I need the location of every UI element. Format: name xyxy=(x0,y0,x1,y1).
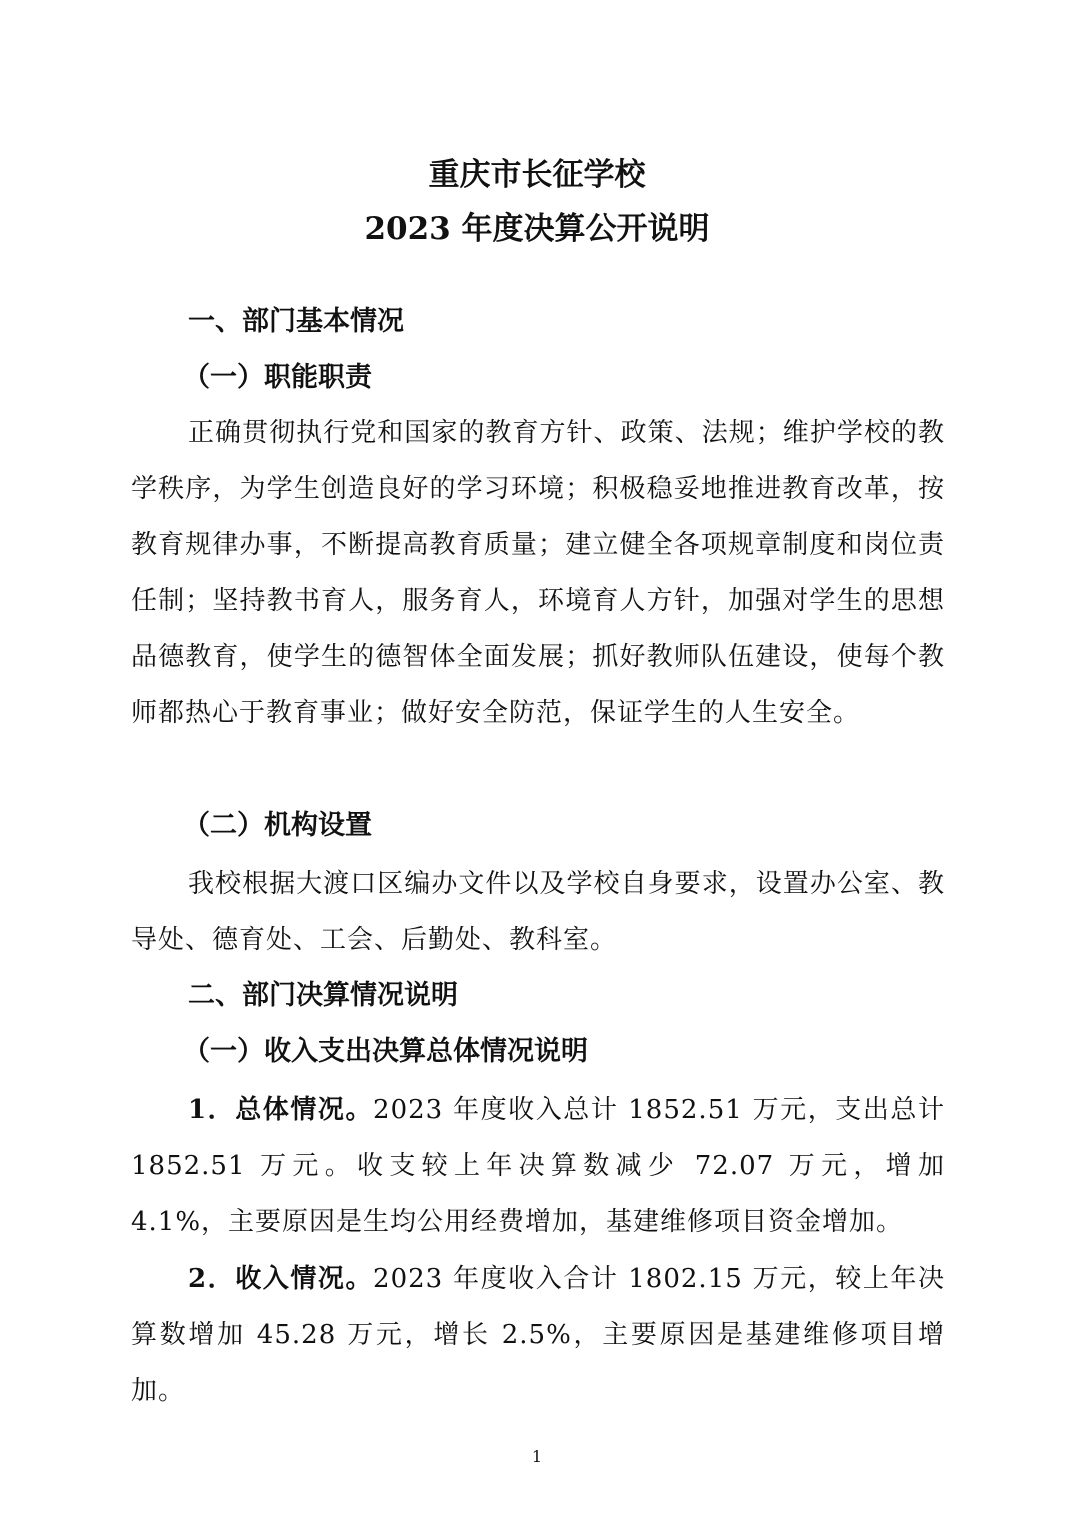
document-title: 重庆市长征学校 xyxy=(428,157,646,193)
section-heading-budget: 二、部门决算情况说明 xyxy=(188,980,458,1011)
duties-paragraph: 正确贯彻执行党和国家的教育方针、政策、法规；维护学校的教学秩序，为学生创造良好的学习环境；积极稳妥地推进教育改革，按教育规律办事，不断提高教育质量；建立健全各项规章制度和岗位责任制；坚持教书育人，服务育人，环境育人方针，加强对学生的思想品德教育，使学生的德智体全面发展；抓好教师队伍建设，使每个教师都热心于教育事业；做好安全防范，保证学生的人生安全。 xyxy=(131,418,945,728)
page-number: 1 xyxy=(531,1447,543,1466)
subsection-heading-income-expense: （一）收入支出决算总体情况说明 xyxy=(183,1036,588,1067)
overall-text: 2023 年度收入总计 1852.51 万元，支出总计 1852.51 万元。收支较上年决算数减少 72.07 万元，增加 4.1%，主要原因是生均公用经费增加，基建维修项目资金增加。 xyxy=(131,1095,945,1237)
section-heading-basic-info: 一、部门基本情况 xyxy=(188,306,404,337)
subsection-heading-organization: （二）机构设置 xyxy=(183,810,372,841)
income-text: 2023 年度收入合计 1802.15 万元，较上年决算数增加 45.28 万元，增长 2.5%，主要原因是基建维修项目增加。 xyxy=(131,1264,945,1406)
income-paragraph xyxy=(131,1251,945,1419)
income-lead: 2．收入情况。 xyxy=(188,1264,374,1294)
subsection-heading-duties: （一）职能职责 xyxy=(183,362,372,393)
overall-paragraph xyxy=(131,1082,945,1250)
organization-paragraph: 我校根据大渡口区编办文件以及学校自身要求，设置办公室、教导处、德育处、工会、后勤处、教科室。 xyxy=(131,869,945,955)
document-subtitle: 2023 年度决算公开说明 xyxy=(364,211,710,247)
overall-lead: 1．总体情况。 xyxy=(188,1095,374,1125)
